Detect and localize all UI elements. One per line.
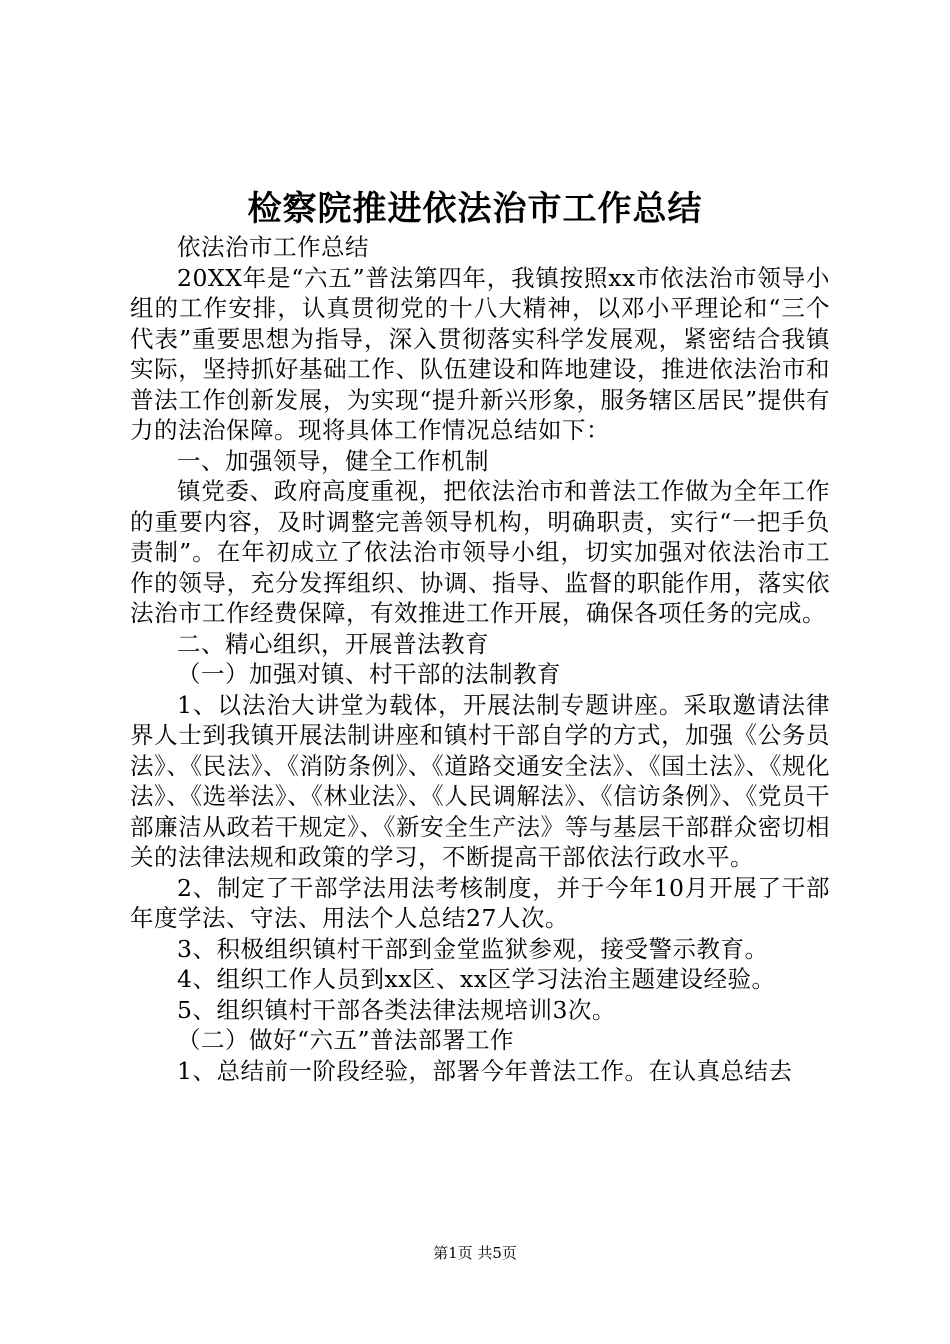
- document-title: 检察院推进依法治市工作总结: [247, 189, 703, 229]
- section-heading-2: 二、精心组织，开展普法教育: [177, 629, 489, 658]
- list-item-3: 3、积极组织镇村干部到金堂监狱参观，接受警示教育。: [177, 934, 769, 963]
- paragraph-leadership: 镇党委、政府高度重视，把依法治市和普法工作做为全年工作的重要内容，及时调整完善领导机构，明确职责，实行“一把手负责制”。在年初成立了依法治市领导小组，切实加强对依法治市工作的领导，充分发挥组织、协调、指导、监督的职能作用，落实依法治市工作经费保障，有效推进工作开展，确保各项任务的完成。: [130, 477, 830, 627]
- subsection-heading-1: （一）加强对镇、村干部的法制教育: [177, 660, 561, 688]
- list-item-5: 5、组织镇村干部各类法律法规培训3次。: [177, 995, 616, 1024]
- subsection-heading-2: （二）做好“六五”普法部署工作: [177, 1026, 515, 1054]
- document-body: [130, 232, 830, 1086]
- paragraph-intro: 20XX年是“六五”普法第四年，我镇按照xx市依法治市领导小组的工作安排，认真贯彻党的十八大精神，以邓小平理论和“三个代表”重要思想为指导，深入贯彻落实科学发展观，紧密结合我镇实际，坚持抓好基础工作、队伍建设和阵地建设，推进依法治市和普法工作创新发展，为实现“提升新兴形象，服务辖区居民”提供有力的法治保障。现将具体工作情况总结如下：: [130, 263, 830, 444]
- list-item-1: 1、以法治大讲堂为载体，开展法制专题讲座。采取邀请法律界人士到我镇开展法制讲座和镇村干部自学的方式，加强《公务员法》、《民法》、《消防条例》、《道路交通安全法》、《国土法》、《规化法》、《选举法》、《林业法》、《人民调解法》、《信访条例》、《党员干部廉洁从政若干规定》、《新安全生产法》等与基层干部群众密切相关的法律法规和政策的学习，不断提高干部依法行政水平。: [130, 690, 830, 871]
- list-item-4: 4、组织工作人员到xx区、xx区学习法治主题建设经验。: [177, 965, 776, 993]
- section-heading-1: 一、加强领导，健全工作机制: [177, 446, 489, 475]
- page-number-footer: 第1页 共5页: [433, 1244, 517, 1262]
- paragraph-subtitle: 依法治市工作总结: [177, 233, 369, 261]
- list-item-2: 2、制定了干部学法用法考核制度，并于今年10月开展了干部年度学法、守法、用法个人总结27人次。: [130, 873, 830, 932]
- list-item-6: 1、总结前一阶段经验，部署今年普法工作。在认真总结去: [177, 1056, 793, 1085]
